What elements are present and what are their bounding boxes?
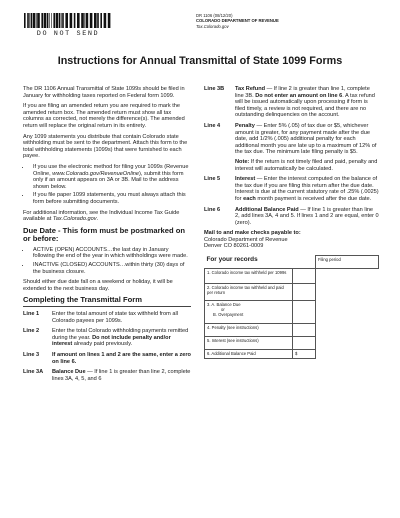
table-row: 4. Penalty (see instructions) — [205, 324, 379, 337]
records-heading: For your records — [206, 255, 258, 263]
department-name: COLORADO DEPARTMENT OF REVENUE — [196, 18, 279, 24]
barcode-icon — [24, 13, 112, 28]
mail-address-line2: Denver CO 80261-0009 — [204, 243, 264, 250]
do-not-send-stamp: DO NOT SEND — [36, 30, 100, 38]
table-row: 3. A. Balance Due or B. Overpayment — [205, 301, 379, 324]
mail-address-line1: Colorado Department of Revenue — [204, 236, 288, 243]
line-3a-instruction: Line 3A Balance Due — If line 1 is greater than line 2, complete lines 3A, 4, 5, and 6 — [23, 369, 191, 382]
line-1-instruction: Line 1 Enter the total amount of state tax withheld from all Colorado payees per 1099s. — [23, 311, 178, 324]
holiday-paragraph: Should either due date fall on a weekend or holiday, it will be extended to the next business day. — [23, 279, 173, 292]
filing-method-list — [23, 164, 191, 206]
right-column — [204, 86, 379, 359]
intro-paragraph: The DR 1106 Annual Transmittal of State 1099s should be filed in January for withholding taxes reported on Federal form 1099. — [23, 86, 185, 99]
line-6-instruction: Line 6 Additional Balance Paid — If line 1 is greater than line 2, add lines 3A, 4 and 5. If lines 1 and 2 are equal, enter 0 (zero). — [204, 206, 379, 226]
barcode-block — [24, 13, 112, 38]
table-row: 1. Colorado income tax withheld per 1099s — [205, 269, 379, 284]
page-title: Instructions for Annual Transmittal of State 1099 Forms — [57, 55, 343, 67]
completing-heading: Completing the Transmittal Form — [23, 296, 191, 307]
list-item: • INACTIVE (CLOSED) ACCOUNTS…within thirty (30) days of the business closure. — [31, 262, 191, 275]
list-item: • ACTIVE (OPEN) ACCOUNTS…the last day in January following the end of the year in which withholdings were made. — [31, 247, 191, 260]
line-4-value-cell[interactable] — [293, 324, 316, 337]
line-3b-instruction: Line 3B Tax Refund — If line 2 is greater than line 1, complete line 3B. Do not enter an amount on line 6. A tax refund will be issued automatically upon processing if form is filed timely, a review is not required, and there are no outstanding delinquencies on the account. — [204, 86, 375, 119]
tax-colorado-link[interactable]: Tax.Colorado.gov — [52, 216, 97, 223]
line-3-value-cell[interactable] — [293, 301, 316, 324]
line-4-instruction: Line 4 Penalty — Enter 5% (.05) of tax due or $5, whichever amount is greater, for any payment made after the due date, add 1/2% (.005) additional penalty for each additional month you are late up to a maximum of 12% of the tax due. The minimum late filing penalty is $5. Note: If the return is not timely filed and paid, penalty and interest will automatically be calculated. — [204, 122, 378, 172]
amended-paragraph: If you are filing an amended return you are required to mark the amended return box. The amended return must show all tax columns as corrected, not merely the difference(s). The amended return will replace the original return in its entirety. — [23, 103, 185, 129]
line-1-value-cell[interactable] — [293, 269, 316, 284]
filing-period-cell[interactable]: Filing period — [316, 256, 379, 269]
mail-heading: Mail to and make checks payable to: — [204, 230, 301, 237]
table-row: 5. Interest (see instructions) — [205, 337, 379, 350]
list-item: • If you file paper 1099 statements, you must always attach this form before submitting documents. — [31, 192, 191, 205]
line-2-instruction: Line 2 Enter the total Colorado withholding payments remitted during the year. Do not include penalty and/or interest already paid previously. — [23, 328, 189, 348]
form-id: DR 1106 (08/12/20) — [196, 13, 233, 18]
statements-paragraph: Any 1099 statements you distribute that contain Colorado state withholding must be sent to the department. Attach this form to the total withholding statements (1099s) that were furnished to each payee. — [23, 133, 188, 160]
records-table — [204, 255, 379, 359]
table-row: 2. Colorado income tax withheld and paid per return — [205, 284, 379, 301]
penalty-note: Note: If the return is not timely filed and paid, penalty and interest will automatically be calculated. — [235, 158, 378, 172]
department-website: Tax.Colorado.gov — [196, 23, 229, 29]
line-3-instruction: Line 3 If amount on lines 1 and 2 are the same, enter a zero on line 6. — [23, 352, 191, 365]
line-5-value-cell[interactable] — [293, 337, 316, 350]
info-paragraph: For additional information, see the Individual Income Tax Guide available at Tax.Colorado.gov. — [23, 209, 180, 223]
line-2-value-cell[interactable] — [293, 284, 316, 301]
table-row: 6. Additional Balance Paid $ — [205, 350, 379, 359]
list-item: • If you use the electronic method for filing your 1099s (Revenue Online, www.Colorado.gov/RevenueOnline), submit this form only if an amount appears on 3A or 3B. Mail to the address shown below. — [31, 164, 191, 190]
line-6-value-cell[interactable]: $ — [293, 350, 316, 359]
due-date-heading: Due Date - This form must be postmarked on or before: — [23, 225, 186, 244]
form-header — [196, 13, 279, 29]
line-5-instruction: Line 5 Interest — Enter the interest computed on the balance of the tax due if you are filing this return after the due date. Interest is due at the current statutory rate of .25% (.0025) for each month payment is received after the due date. — [204, 176, 379, 202]
left-column — [23, 86, 191, 386]
revenue-online-link[interactable]: www.Colorado.gov/RevenueOnline — [52, 170, 140, 177]
due-date-list — [23, 247, 191, 275]
